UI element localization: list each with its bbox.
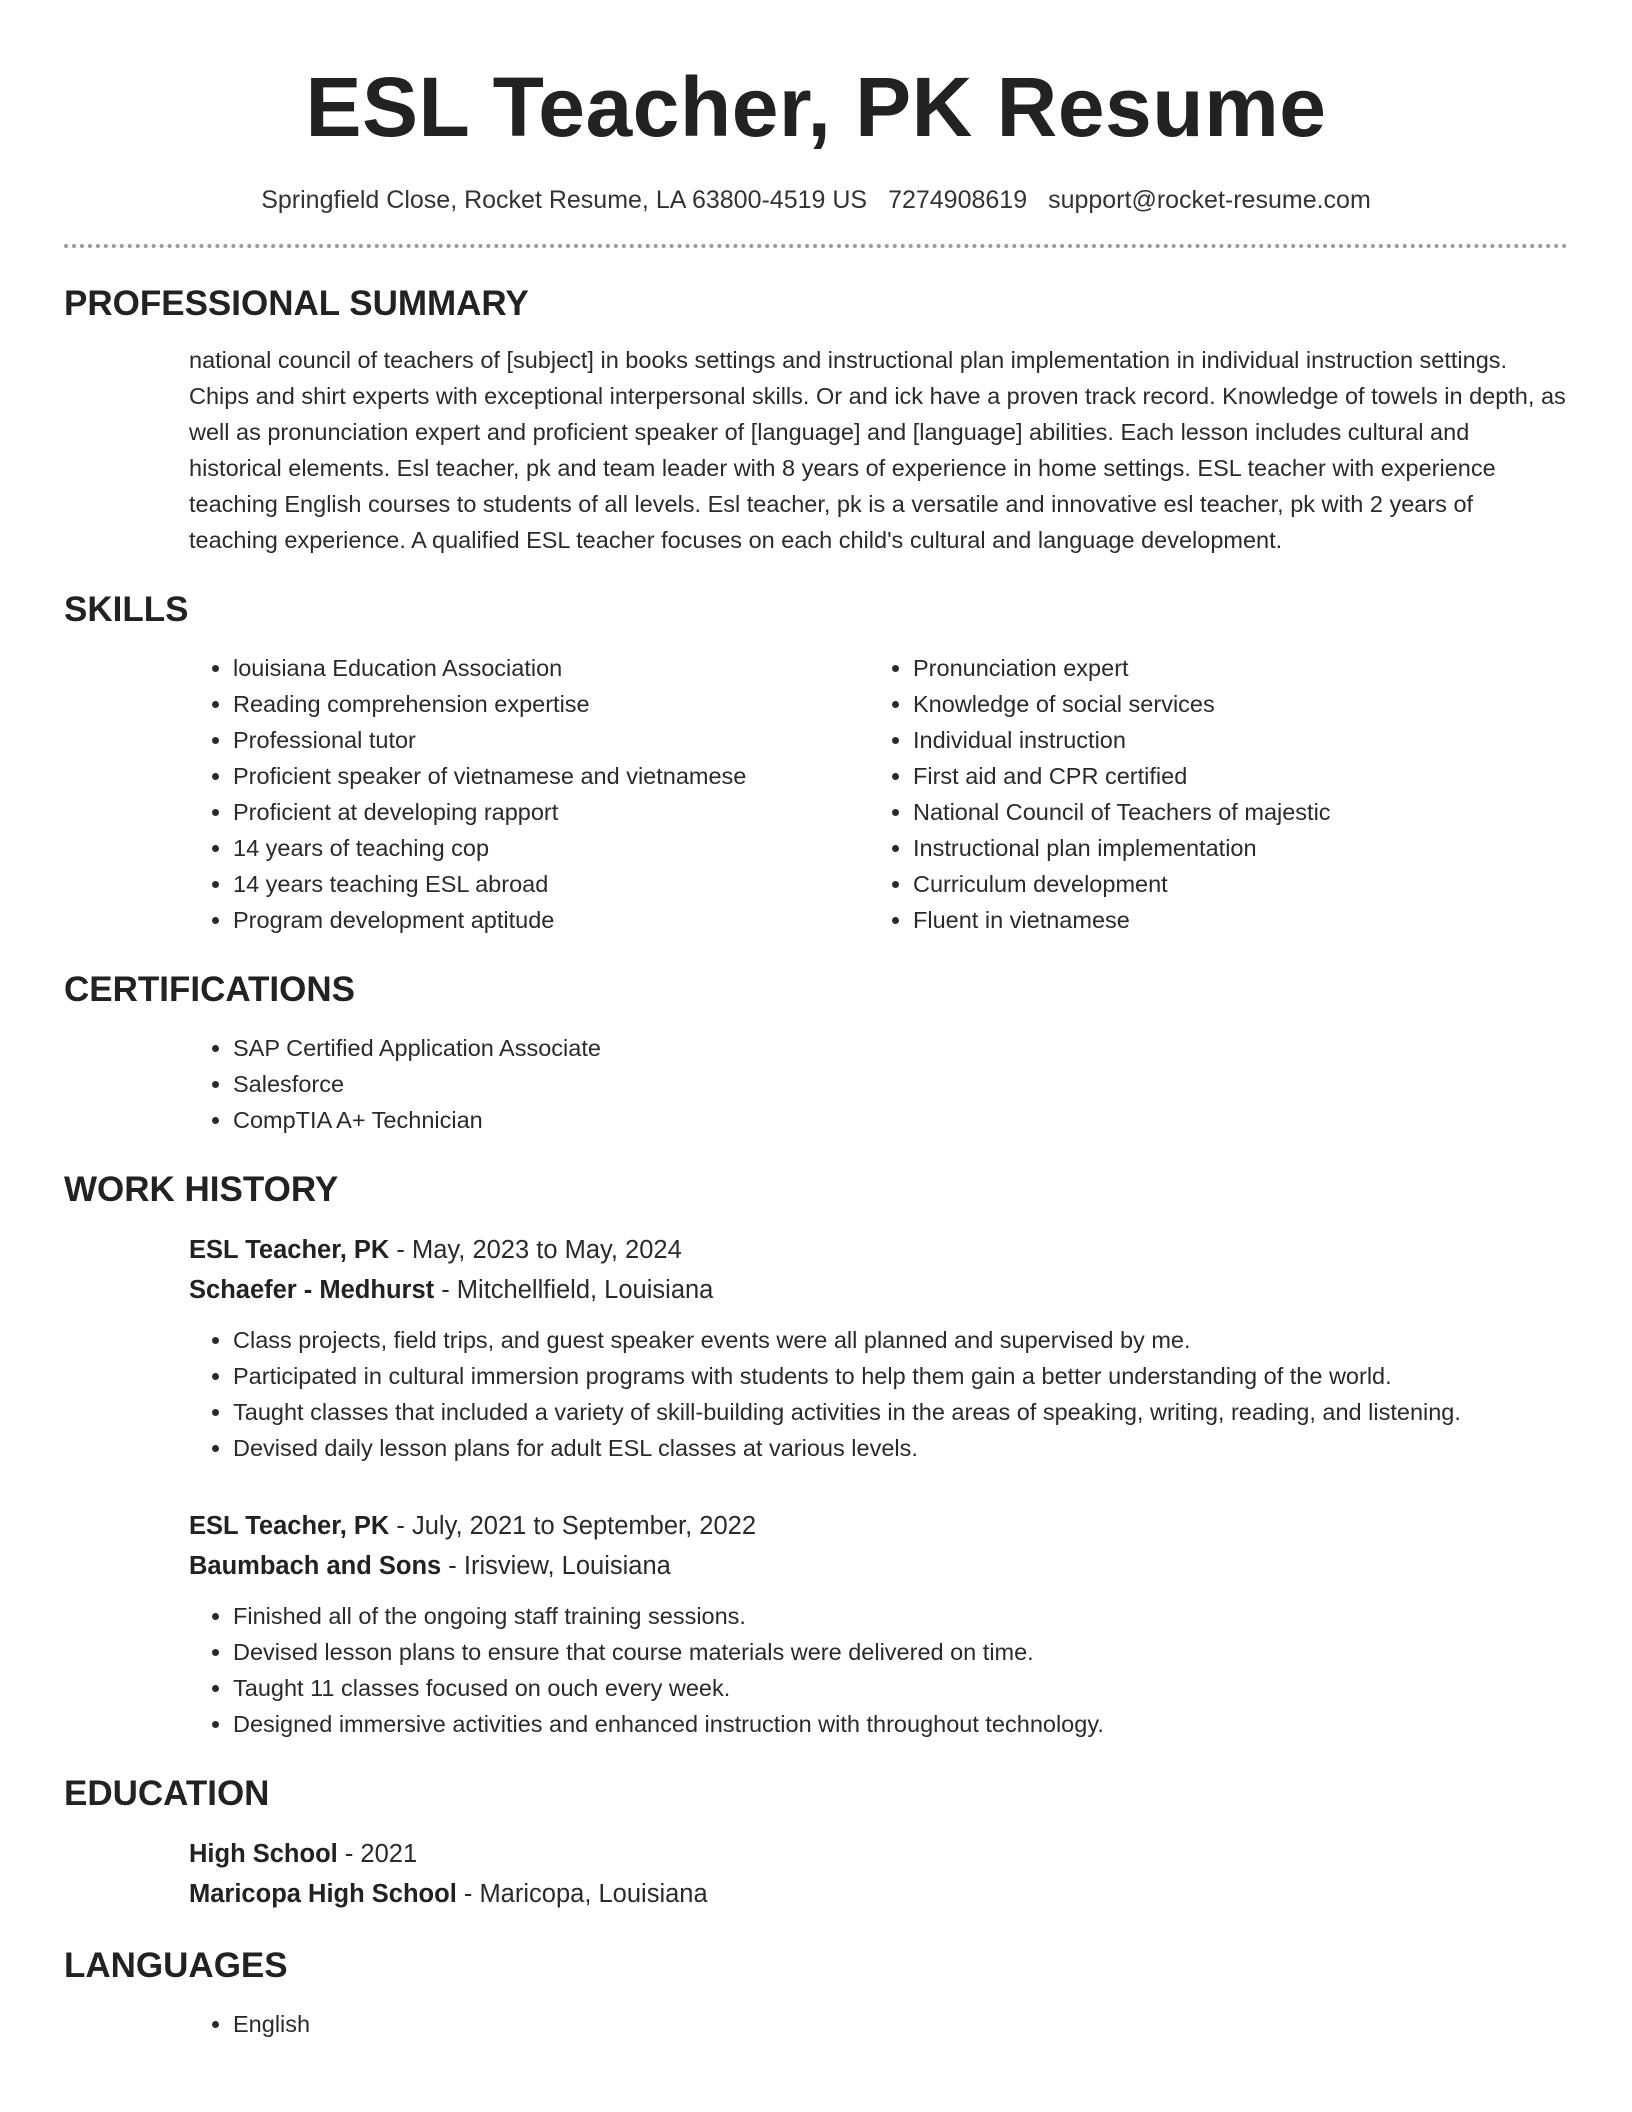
- certifications-body: [64, 1030, 1568, 1138]
- job-bullet: • Finished all of the ongoing staff training sessions.: [233, 1598, 1568, 1634]
- certification-item: • Salesforce: [233, 1066, 1568, 1102]
- education-body: [64, 1834, 1568, 1914]
- languages-heading: LANGUAGES: [64, 1946, 288, 1985]
- job-company-line: [189, 1546, 1568, 1586]
- skill-item: • Proficient at developing rapport: [233, 794, 869, 830]
- job-dates: - July, 2021 to September, 2022: [389, 1512, 757, 1540]
- job-role: ESL Teacher, PK: [189, 1236, 390, 1264]
- contact-email: support@rocket-resume.com: [1048, 186, 1371, 214]
- job-company: Schaefer - Medhurst: [189, 1276, 435, 1304]
- job-role: ESL Teacher, PK: [189, 1512, 390, 1540]
- contact-line: [64, 184, 1568, 216]
- skill-item: • Individual instruction: [913, 722, 1549, 758]
- job-bullet: • Designed immersive activities and enhanced instruction with throughout technology.: [233, 1706, 1568, 1742]
- header-divider: [64, 244, 1568, 248]
- skill-item: • Proficient speaker of vietnamese and vietnamese: [233, 758, 869, 794]
- job-bullet: • Taught 11 classes focused on ouch every week.: [233, 1670, 1568, 1706]
- job-entry: [189, 1230, 1568, 1466]
- skills-column-right: [869, 650, 1549, 938]
- skill-item: • Fluent in vietnamese: [913, 902, 1549, 938]
- language-item: • English: [233, 2006, 1568, 2042]
- skills-list-left: [189, 650, 869, 938]
- skill-item: • Instructional plan implementation: [913, 830, 1549, 866]
- skill-item: • Knowledge of social services: [913, 686, 1549, 722]
- certifications-list: [189, 1030, 1568, 1138]
- certifications-heading: CERTIFICATIONS: [64, 970, 356, 1009]
- work-history-section: [64, 1168, 1568, 1742]
- skill-item: • Program development aptitude: [233, 902, 869, 938]
- job-location: - Irisview, Louisiana: [441, 1552, 671, 1580]
- job-bullet: • Taught classes that included a variety of skill-building activities in the areas of speaking, writing, reading, and listening.: [233, 1394, 1568, 1430]
- certification-item: • CompTIA A+ Technician: [233, 1102, 1568, 1138]
- languages-list: [189, 2006, 1568, 2042]
- skill-item: • 14 years teaching ESL abroad: [233, 866, 869, 902]
- skills-column-left: [189, 650, 869, 938]
- job-bullet: • Devised daily lesson plans for adult ESL classes at various levels.: [233, 1430, 1568, 1466]
- skill-item: • 14 years of teaching cop: [233, 830, 869, 866]
- work-history-heading: WORK HISTORY: [64, 1170, 339, 1209]
- job-dates: - May, 2023 to May, 2024: [389, 1236, 682, 1264]
- summary-text: national council of teachers of [subject] in books settings and instructional plan implementation in individual instruction settings. Chips and shirt experts with exceptional interpersonal skills. Or and ick have a proven track record. Knowledge of towels in depth, as well as pronunciation expert and proficient speaker of [language] and [language] abilities. Each lesson includes cultural and historical elements. Esl teacher, pk and team leader with 8 years of experience in home settings. ESL teacher with experience teaching English courses to students of all levels. Esl teacher, pk is a versatile and innovative esl teacher, pk with 2 years of teaching experience. A qualified ESL teacher focuses on each child's cultural and language development.: [189, 347, 1566, 553]
- skills-heading: SKILLS: [64, 590, 189, 629]
- job-location: - Mitchellfield, Louisiana: [434, 1276, 714, 1304]
- skill-item: • louisiana Education Association: [233, 650, 869, 686]
- work-history-body: [64, 1230, 1568, 1742]
- skill-item: • Pronunciation expert: [913, 650, 1549, 686]
- job-title-line: [189, 1506, 1568, 1546]
- job-company: Baumbach and Sons: [189, 1552, 442, 1580]
- job-bullets: [189, 1598, 1568, 1742]
- summary-heading: PROFESSIONAL SUMMARY: [64, 284, 529, 323]
- education-degree-line: [189, 1834, 1568, 1874]
- job-entry: [189, 1506, 1568, 1742]
- education-location: - Maricopa, Louisiana: [456, 1880, 708, 1908]
- contact-address: Springfield Close, Rocket Resume, LA 63800-4519 US: [261, 186, 868, 214]
- summary-body: [64, 342, 1568, 558]
- languages-body: [64, 2006, 1568, 2042]
- job-bullet: • Class projects, field trips, and guest speaker events were all planned and supervised by me.: [233, 1322, 1568, 1358]
- education-degree: High School: [189, 1840, 338, 1868]
- skills-list-right: [869, 650, 1549, 938]
- contact-phone: 7274908619: [888, 186, 1028, 214]
- skills-body: [64, 650, 1568, 938]
- job-bullets: [189, 1322, 1568, 1466]
- education-year: - 2021: [337, 1840, 418, 1868]
- skills-section: [64, 588, 1568, 938]
- certifications-section: [64, 968, 1568, 1138]
- skill-item: • Professional tutor: [233, 722, 869, 758]
- resume-header: [64, 0, 1568, 216]
- certification-item: • SAP Certified Application Associate: [233, 1030, 1568, 1066]
- job-bullet: • Participated in cultural immersion programs with students to help them gain a better understanding of the world.: [233, 1358, 1568, 1394]
- summary-section: [64, 282, 1568, 558]
- job-company-line: [189, 1270, 1568, 1310]
- skill-item: • Curriculum development: [913, 866, 1549, 902]
- education-heading: EDUCATION: [64, 1774, 270, 1813]
- job-title-line: [189, 1230, 1568, 1270]
- resume-title: ESL Teacher, PK Resume: [305, 60, 1327, 154]
- skill-item: • First aid and CPR certified: [913, 758, 1549, 794]
- languages-section: [64, 1944, 1568, 2042]
- skill-item: • Reading comprehension expertise: [233, 686, 869, 722]
- education-school-line: [189, 1874, 1568, 1914]
- education-school: Maricopa High School: [189, 1880, 457, 1908]
- education-section: [64, 1772, 1568, 1914]
- skill-item: • National Council of Teachers of majestic: [913, 794, 1549, 830]
- job-bullet: • Devised lesson plans to ensure that course materials were delivered on time.: [233, 1634, 1568, 1670]
